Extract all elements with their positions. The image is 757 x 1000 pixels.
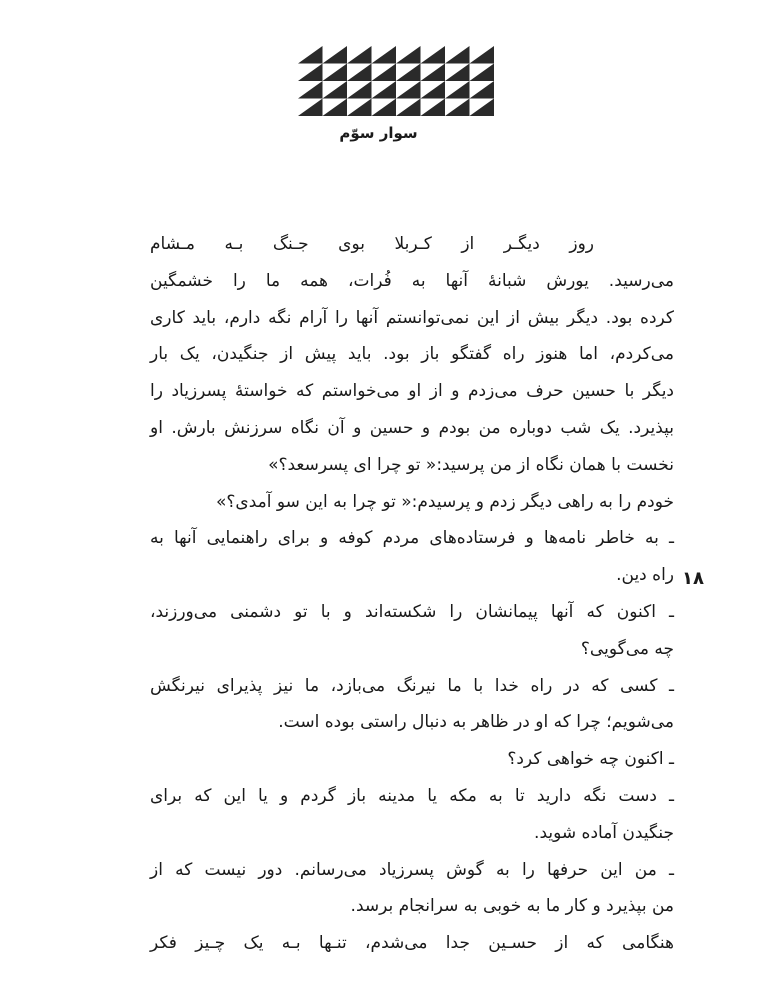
text-line: من بپذیرد و کار ما به خوبی به سرانجام برسد.: [350, 896, 674, 917]
body-text: [150, 226, 674, 962]
text-line: چه می‌گویی؟: [580, 638, 674, 659]
text-line: بپذیرد. یک شب دوباره من بودم و حسین و آن نگاه سرزنش بارش. او: [150, 417, 674, 438]
text-line: ـ اکنون چه خواهی کرد؟: [507, 749, 674, 770]
ornament-triangle: [347, 46, 372, 64]
ornament-triangle: [445, 46, 470, 64]
ornament-triangle: [323, 99, 348, 117]
ornament-triangle: [396, 64, 421, 82]
ornament-triangle: [298, 46, 323, 64]
text-line: کرده بود. دیگر بیش از این نمی‌توانستم آنها را آرام نگه دارم، باید کاری: [150, 307, 674, 328]
ornament-triangle: [298, 81, 323, 99]
ornament-triangle: [396, 81, 421, 99]
ornament-triangle: [298, 99, 323, 117]
ornament-triangle: [347, 99, 372, 117]
text-line: ـ به خاطر نامه‌ها و فرستاده‌های مردم کوفه و برای راهنمایی آنها به: [150, 528, 674, 549]
ornament-triangle: [396, 99, 421, 117]
ornament-triangle: [347, 81, 372, 99]
ornament-triangle: [323, 81, 348, 99]
ornament-triangle: [470, 81, 495, 99]
text-line: ـ من این حرفها را به گوش پسرزیاد می‌رسانم. دور نیست که از: [150, 859, 674, 880]
ornament-triangle: [445, 99, 470, 117]
ornament-triangle: [470, 46, 495, 64]
ornament-triangle: [347, 64, 372, 82]
ornament-triangle: [323, 64, 348, 82]
ornament-triangle: [372, 64, 397, 82]
ornament-triangle: [323, 46, 348, 64]
ornament-triangle: [445, 81, 470, 99]
ornament-triangle: [470, 99, 495, 117]
text-line: دیگر با حسین حرف می‌زدم و از او می‌خواستم که خواستهٔ پسرزیاد را: [150, 381, 674, 402]
ornament-triangle: [470, 64, 495, 82]
ornament-triangle: [372, 46, 397, 64]
page-number: ۱۸: [682, 568, 704, 589]
ornament-triangle: [421, 99, 446, 117]
text-line: ـ کسی که در راه خدا با ما نیرنگ می‌بازد، ما نیز پذیرای نیرنگش: [150, 675, 674, 696]
text-line: خودم را به راهی دیگر زدم و پرسیدم:« تو چرا به این سو آمدی؟»: [215, 491, 674, 512]
text-line: می‌رسید. یورش شبانهٔ آنها به فُرات، همه ما را خشمگین: [150, 270, 674, 291]
ornament-triangle: [372, 81, 397, 99]
ornament-triangle: [372, 99, 397, 117]
text-line: راه دین.: [616, 565, 674, 586]
ornament-triangle: [298, 64, 323, 82]
triangle-ornament-icon: [298, 46, 494, 116]
text-line: نخست با همان نگاه از من پرسید:« تو چرا ای پسرسعد؟»: [268, 454, 674, 475]
text-line: جنگیدن آماده شوید.: [534, 822, 674, 843]
text-line: می‌کردم، اما هنوز راه گفتگو باز بود. باید پیش از جنگیدن، یک بار: [150, 344, 674, 365]
text-line: هنگامی که از حسـین جدا می‌شدم، تنـها بـه یک چـیز فکر: [150, 933, 674, 954]
text-line: ـ اکنون که آنها پیمانشان را شکسته‌اند و با تو دشمنی می‌ورزند،: [150, 601, 674, 622]
text-line: روز دیگـر از کـربلا بوی جـنگ بـه مـشام: [150, 234, 594, 254]
ornament-triangle: [445, 64, 470, 82]
chapter-title: سوار سوّم: [339, 124, 418, 142]
ornament-triangle: [396, 46, 421, 64]
text-line: ـ دست نگه دارید تا به مکه یا مدینه باز گردم و یا این که برای: [150, 785, 674, 806]
ornament-triangle: [421, 46, 446, 64]
ornament-triangle: [421, 64, 446, 82]
text-line: می‌شویم؛ چرا که او در ظاهر به دنبال راستی بوده است.: [278, 712, 674, 733]
ornament-triangle: [421, 81, 446, 99]
